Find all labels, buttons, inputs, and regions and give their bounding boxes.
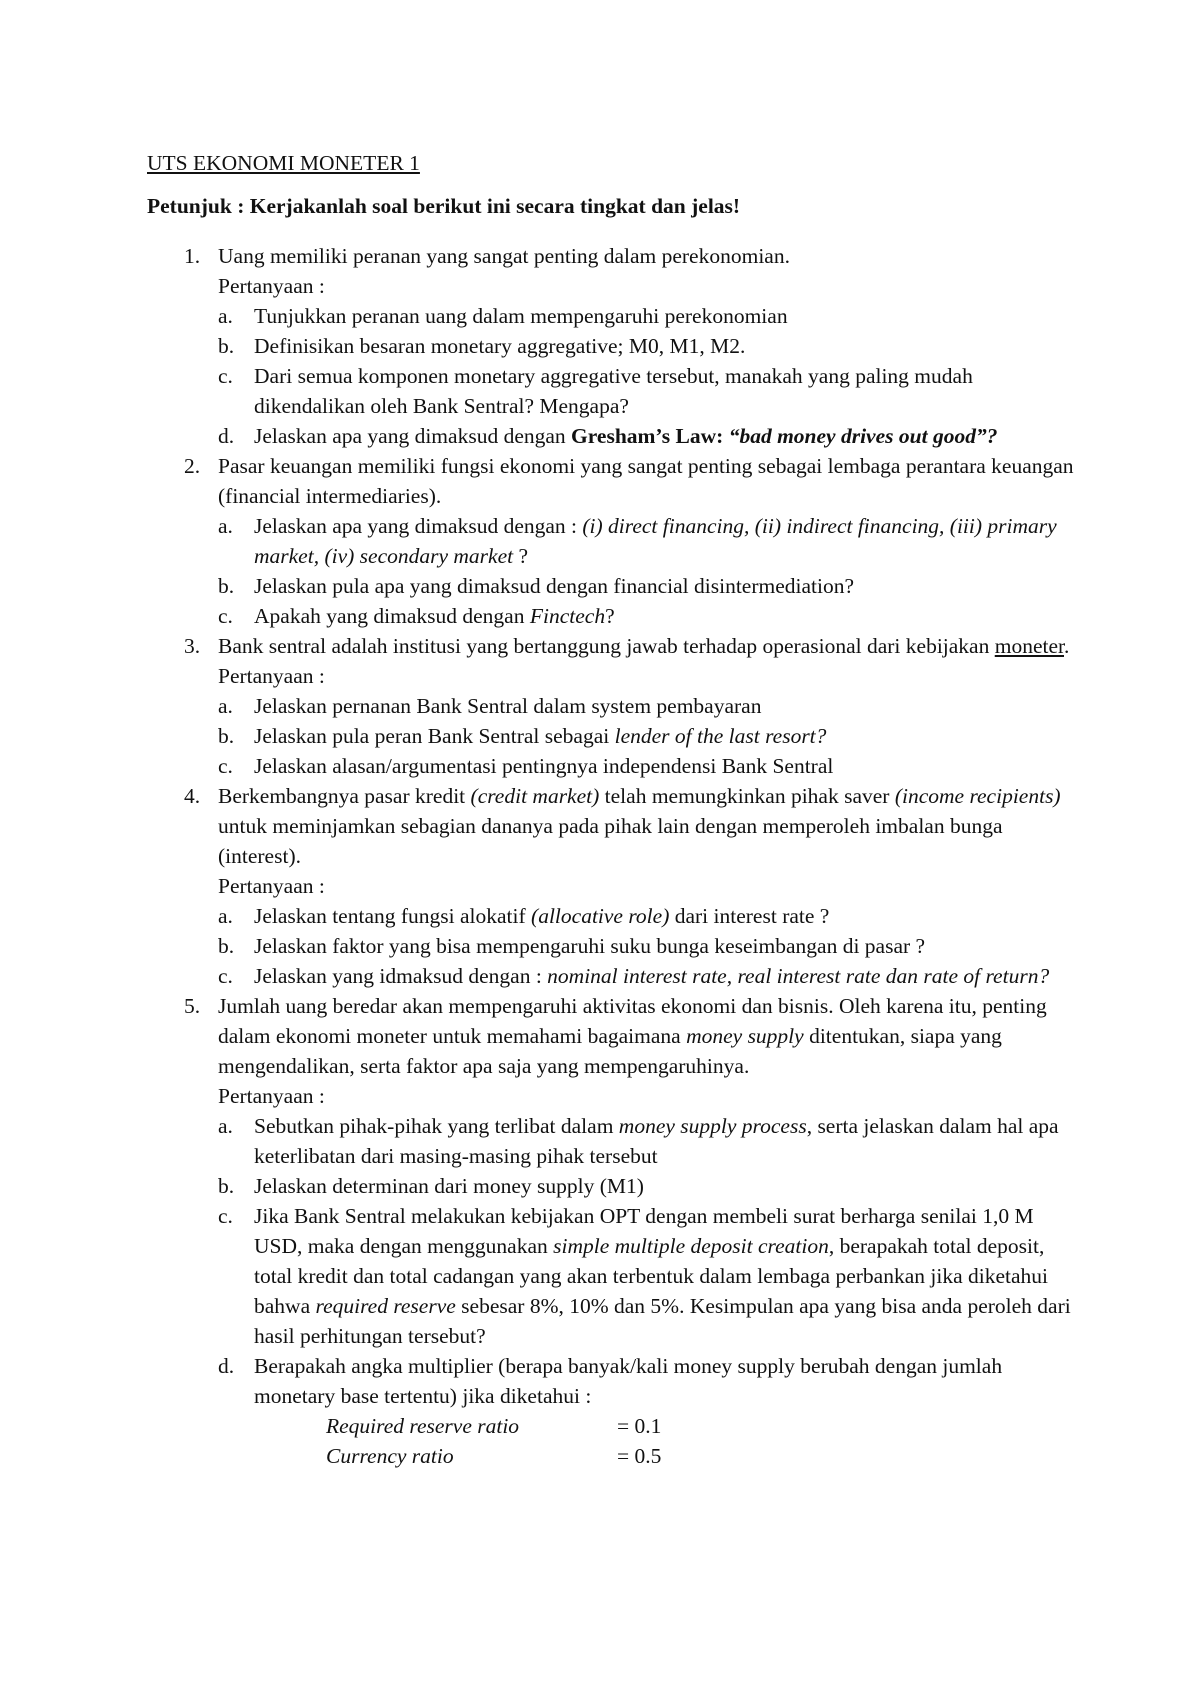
sub-question-text-end: ? xyxy=(513,544,529,568)
sub-question-text-end: ? xyxy=(605,604,615,628)
question-4 xyxy=(147,781,1077,991)
greshams-law-quote: “bad money drives out good”? xyxy=(728,424,998,448)
ratio-value: = 0.1 xyxy=(617,1414,662,1438)
sub-question-text: Jelaskan determinan dari money supply (M1) xyxy=(254,1174,644,1198)
question-number: 4. xyxy=(184,784,201,808)
question-2 xyxy=(147,451,1077,631)
pertanyaan-label: Pertanyaan : xyxy=(218,874,325,898)
sub-question-text-end: sebesar 8%, 10% dan 5%. Kesimpulan apa yang bisa anda peroleh dari hasil perhitungan tersebut? xyxy=(254,1294,1071,1348)
question-number: 1. xyxy=(184,244,201,268)
stem-text-end: ditentukan, siapa yang mengendalikan, serta faktor apa saja yang mempengaruhinya. xyxy=(218,1024,1002,1078)
sub-question-a: a. Sebutkan pihak-pihak yang terlibat dalam money supply process, serta jelaskan dalam hal apa keterlibatan dari masing-masing pihak tersebut xyxy=(218,1114,1059,1168)
sub-question-text-end: , serta jelaskan dalam hal apa keterlibatan dari masing-masing pihak tersebut xyxy=(254,1114,1059,1168)
sub-question-text: Jelaskan yang idmaksud dengan : xyxy=(254,964,548,988)
sub-question-a: a. Jelaskan tentang fungsi alokatif (allocative role) dari interest rate ? xyxy=(218,904,830,928)
sub-question-d: d. Jelaskan apa yang dimaksud dengan Gresham’s Law: “bad money drives out good”? xyxy=(218,424,998,448)
question-number: 3. xyxy=(184,634,201,658)
sub-question-c: c. Jika Bank Sentral melakukan kebijakan OPT dengan membeli surat berharga senilai 1,0 M USD, maka dengan menggunakan simple multiple deposit creation, berapakah total deposit, total kredit dan total cadangan yang akan terbentuk dalam lembaga perbankan jika diketahui bahwa required reserve sebesar 8%, 10% dan 5%. Kesimpulan apa yang bisa anda peroleh dari hasil perhitungan tersebut? xyxy=(218,1204,1071,1348)
greshams-law-term: Gresham’s Law: xyxy=(571,424,729,448)
ratio-value: = 0.5 xyxy=(617,1444,662,1468)
sub-question-text: Jelaskan faktor yang bisa mempengaruhi suku bunga keseimbangan di pasar ? xyxy=(254,934,926,958)
stem-text: Jumlah uang beredar akan mempengaruhi aktivitas ekonomi dan bisnis. Oleh karena itu, penting dalam ekonomi moneter untuk memahami bagaimana xyxy=(218,994,1047,1048)
italic-terms: money supply process xyxy=(618,1114,807,1138)
question-stem: Pasar keuangan memiliki fungsi ekonomi yang sangat penting sebagai lembaga perantara keuangan (financial intermediaries). xyxy=(218,454,1074,508)
italic-terms: (i) direct financing, (ii) indirect financing, (iii) primary market, (iv) secondary market xyxy=(254,514,1057,568)
question-stem: Uang memiliki peranan yang sangat penting dalam perekonomian. xyxy=(218,244,790,268)
sub-question-a: a. Tunjukkan peranan uang dalam mempengaruhi perekonomian xyxy=(218,304,788,328)
sub-question-text: Dari semua komponen monetary aggregative tersebut, manakah yang paling mudah dikendalikan oleh Bank Sentral? Mengapa? xyxy=(254,364,973,418)
instruction-text: Petunjuk : Kerjakanlah soal berikut ini secara tingkat dan jelas! xyxy=(147,194,741,218)
sub-question-text: Jelaskan pernanan Bank Sentral dalam system pembayaran xyxy=(254,694,762,718)
sub-question-text: Jelaskan apa yang dimaksud dengan xyxy=(254,424,572,448)
pertanyaan-label: Pertanyaan : xyxy=(218,1084,325,1108)
sub-question-a: a. Jelaskan pernanan Bank Sentral dalam system pembayaran xyxy=(218,694,762,718)
italic-terms: required reserve xyxy=(315,1294,456,1318)
stem-text: Bank sentral adalah institusi yang bertanggung jawab terhadap operasional dari kebijakan xyxy=(218,634,995,658)
sub-question-text: Jelaskan pula peran Bank Sentral sebagai xyxy=(254,724,615,748)
sub-question-c: c. Apakah yang dimaksud dengan Finctech? xyxy=(218,604,615,628)
sub-question-b: b. Definisikan besaran monetary aggregative; M0, M1, M2. xyxy=(218,334,746,358)
question-1 xyxy=(147,241,1077,451)
sub-question-text: Definisikan besaran monetary aggregative; M0, M1, M2. xyxy=(254,334,746,358)
italic-terms: simple multiple deposit creation xyxy=(553,1234,829,1258)
ratio-label: Currency ratio xyxy=(326,1444,454,1468)
stem-text: telah memungkinkan pihak saver xyxy=(599,784,895,808)
sub-question-b: b. Jelaskan determinan dari money supply (M1) xyxy=(218,1174,644,1198)
sub-question-list xyxy=(218,1111,1077,1471)
sub-question-b: b. Jelaskan pula apa yang dimaksud dengan financial disintermediation? xyxy=(218,574,855,598)
sub-question-list xyxy=(218,901,1077,991)
sub-question-c: c. Jelaskan alasan/argumentasi pentingnya independensi Bank Sentral xyxy=(218,754,834,778)
question-number: 2. xyxy=(184,454,201,478)
stem-text: Berkembangnya pasar kredit xyxy=(218,784,471,808)
sub-question-list xyxy=(218,691,1077,781)
italic-terms: (credit market) xyxy=(470,784,600,808)
sub-question-text: Jelaskan pula apa yang dimaksud dengan financial disintermediation? xyxy=(254,574,855,598)
italic-terms: nominal interest rate, real interest rate dan rate of return? xyxy=(547,964,1050,988)
sub-question-text: Berapakah angka multiplier (berapa banyak/kali money supply berubah dengan jumlah monetary base tertentu) jika diketahui : xyxy=(254,1354,1003,1408)
sub-question-c: c. Dari semua komponen monetary aggregative tersebut, manakah yang paling mudah dikendalikan oleh Bank Sentral? Mengapa? xyxy=(218,364,973,418)
sub-question-text: Jelaskan alasan/argumentasi pentingnya independensi Bank Sentral xyxy=(254,754,834,778)
stem-text-end: untuk meminjamkan sebagian dananya pada pihak lain dengan memperoleh imbalan bunga (interest). xyxy=(218,814,1003,868)
italic-terms: (allocative role) xyxy=(531,904,670,928)
sub-question-text: Apakah yang dimaksud dengan xyxy=(254,604,530,628)
currency-ratio-line xyxy=(254,1441,1077,1471)
stem-text-end: . Pertanyaan : xyxy=(218,634,1070,688)
question-list xyxy=(147,241,1077,1471)
sub-question-text: Sebutkan pihak-pihak yang terlibat dalam xyxy=(254,1114,619,1138)
italic-terms: (income recipients) xyxy=(894,784,1061,808)
question-stem xyxy=(218,781,1077,871)
page-title: UTS EKONOMI MONETER 1 xyxy=(147,151,420,175)
sub-question-text: Tunjukkan peranan uang dalam mempengaruhi perekonomian xyxy=(254,304,788,328)
sub-question-b: b. Jelaskan faktor yang bisa mempengaruhi suku bunga keseimbangan di pasar ? xyxy=(218,934,926,958)
sub-question-c: c. Jelaskan yang idmaksud dengan : nominal interest rate, real interest rate dan rate of return? xyxy=(218,964,1050,988)
sub-question-text: , berapakah total deposit, total kredit dan total cadangan yang akan terbentuk dalam lembaga perbankan jika diketahui bahwa xyxy=(254,1234,1048,1318)
question-5 xyxy=(147,991,1077,1471)
question-stem xyxy=(218,991,1077,1081)
question-stem xyxy=(218,631,1077,691)
italic-terms: money supply xyxy=(686,1024,804,1048)
question-number: 5. xyxy=(184,994,201,1018)
sub-question-text: Jika Bank Sentral melakukan kebijakan OPT dengan membeli surat berharga senilai 1,0 M USD, maka dengan menggunakan xyxy=(254,1204,1034,1258)
pertanyaan-label: Pertanyaan : xyxy=(218,274,325,298)
sub-question-list xyxy=(218,511,1077,631)
sub-question-d: d. Berapakah angka multiplier (berapa banyak/kali money supply berubah dengan jumlah monetary base tertentu) jika diketahui : Required reserve ratio = 0.1 Currency ratio = 0.5 xyxy=(218,1351,1077,1471)
ratio-label: Required reserve ratio xyxy=(326,1414,520,1438)
sub-question-b: b. Jelaskan pula peran Bank Sentral sebagai lender of the last resort? xyxy=(218,724,827,748)
italic-terms: lender of the last resort? xyxy=(614,724,827,748)
required-reserve-ratio-line xyxy=(254,1411,1077,1441)
sub-question-text-end: dari interest rate ? xyxy=(669,904,830,928)
sub-question-list xyxy=(218,301,1077,451)
question-3 xyxy=(147,631,1077,781)
underlined-term: moneter xyxy=(994,634,1064,658)
sub-question-text: Jelaskan apa yang dimaksud dengan : xyxy=(254,514,583,538)
italic-terms: Finctech xyxy=(529,604,606,628)
sub-question-a: a. Jelaskan apa yang dimaksud dengan : (i) direct financing, (ii) indirect financing, (iii) primary market, (iv) secondary market ? xyxy=(218,514,1057,568)
sub-question-text: Jelaskan tentang fungsi alokatif xyxy=(254,904,532,928)
